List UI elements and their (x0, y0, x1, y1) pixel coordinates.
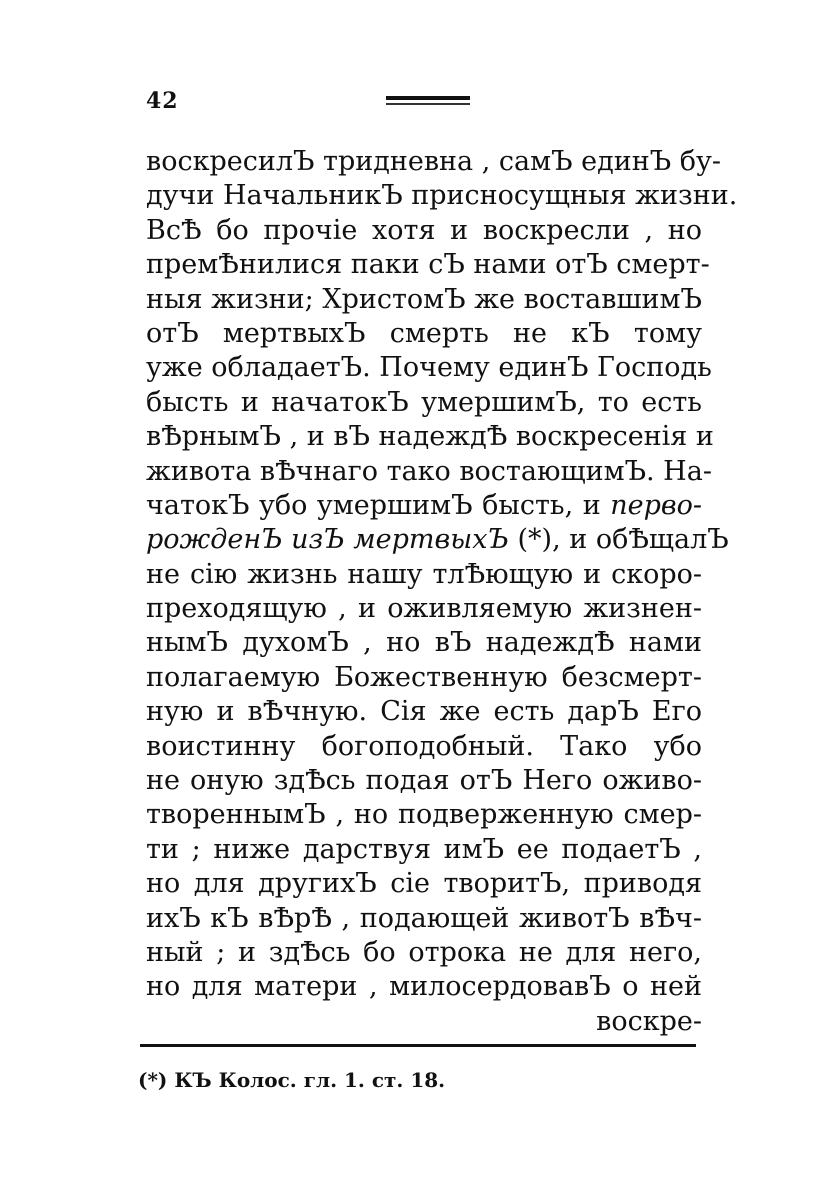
text-line: не оную здѢсь подая отЪ Него оживо- (146, 765, 702, 797)
text-line: уже обладаетЪ. Почему единЪ Господь (146, 352, 712, 384)
page-number: 42 (146, 88, 179, 114)
text-line: преходящую , и оживляемую жизнен- (146, 593, 702, 625)
italic-citation: перво- (610, 489, 702, 521)
body-text (146, 145, 738, 1039)
text-line: премѢнилися паки сЪ нами отЪ смерт- (146, 249, 710, 281)
text-line: ный ; и здѢсь бо отрока не для него, (146, 936, 702, 968)
text-line: рожденЪ изЪ мертвыхЪ (*), и обѢщалЪ (146, 524, 729, 556)
text-line: ихЪ кЪ вѢрѢ , подающей животЪ вѢч- (146, 902, 702, 934)
text-line: бысть и начатокЪ умершимЪ, то есть (146, 386, 702, 418)
footnote: (*) КЪ Колос. гл. 1. ст. 18. (138, 1068, 446, 1092)
text-line: чатокЪ убо умершимЪ бысть, и перво- (146, 489, 702, 521)
text-line: ную и вѢчную. Сія же есть дарЪ Его (146, 696, 702, 728)
text-line: но для другихЪ сіе творитЪ, приводя (146, 868, 702, 900)
text-line: нымЪ духомЪ , но вЪ надеждѢ нами (146, 627, 702, 659)
text-line: твореннымЪ , но подверженную смер- (146, 799, 702, 831)
text-line: ныя жизни; ХристомЪ же воставшимЪ (146, 283, 702, 315)
italic-citation: рожденЪ изЪ мертвыхЪ (146, 524, 509, 556)
text-line: дучи НачальникЪ присносущныя жизни. (146, 180, 738, 212)
text-line: полагаемую Божественную безсмерт- (146, 661, 702, 693)
footnote-rule (140, 1044, 696, 1047)
header-ornament-rule-lower (386, 103, 470, 105)
text-line: воистинну богоподобный. Тако убо (146, 730, 702, 762)
header-ornament-rule (386, 96, 470, 100)
text-line: воскресилЪ тридневна , самЪ единЪ бу- (146, 146, 722, 177)
text-line: живота вѢчнаго тако востающимЪ. На- (146, 455, 712, 487)
text-line: но для матери , милосердовавЪ о ней (146, 971, 702, 1003)
text-line: вѢрнымЪ , и вЪ надеждѢ воскресенія и (146, 421, 714, 453)
text-line: отЪ мертвыхЪ смерть не кЪ тому (146, 317, 702, 349)
text-line: не сію жизнь нашу тлѢющую и скоро- (146, 558, 702, 590)
text-line: ВсѢ бо прочіе хотя и воскресли , но (146, 214, 702, 246)
catchword: воскре- (596, 1005, 702, 1037)
text-line: ти ; ниже дарствуя имЪ ее подаетЪ , (146, 833, 702, 865)
